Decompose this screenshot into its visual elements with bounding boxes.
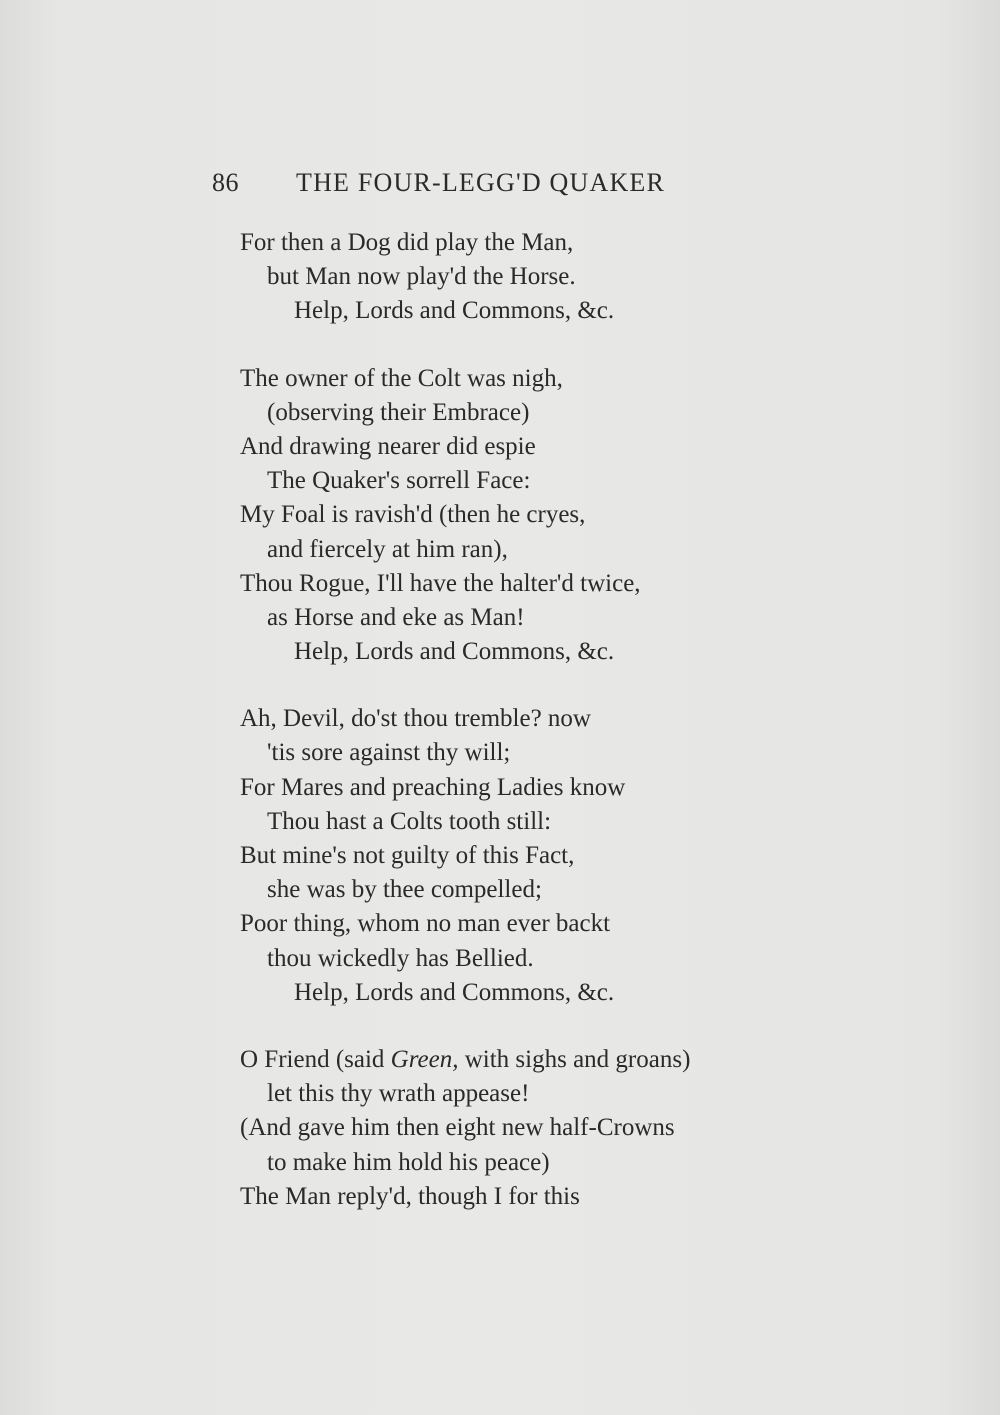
verse-line: 'tis sore against thy will; [267,739,511,767]
verse-line: (observing their Embrace) [267,398,530,426]
verse-line: and fiercely at him ran), [267,535,508,563]
verse-line: My Foal is ravish'd (then he cryes, [240,501,586,529]
verse-fragment: O Friend (said [240,1045,391,1073]
verse-fragment: with sighs and groans) [458,1045,691,1073]
verse-line: to make him hold his peace) [267,1148,550,1176]
verse-line: But mine's not guilty of this Fact, [240,842,575,869]
poem-body [240,226,800,1247]
stanza [240,226,800,329]
verse-line: Thou Rogue, I'll have the halter'd twice, [240,569,641,597]
verse-line: For Mares and preaching Ladies know [240,773,626,801]
verse-line: For then a Dog did play the Man, [240,229,574,256]
verse-line: Ah, Devil, do'st thou tremble? now [240,705,591,733]
verse-line: The Quaker's sorrell Face: [267,467,531,495]
stanza [240,362,800,670]
stanza [240,702,800,1010]
verse-line: thou wickedly has Bellied. [267,944,534,972]
verse-line: she was by thee compelled; [267,876,542,904]
verse-line: but Man now play'd the Horse. [267,263,576,291]
italic-name: Green, [390,1045,459,1073]
verse-line: The owner of the Colt was nigh, [240,364,563,392]
verse-line: let this thy wrath appease! [267,1080,530,1108]
verse-line: Poor thing, whom no man ever backt [240,910,611,938]
verse-line: Thou hast a Colts tooth still: [267,807,552,835]
verse-line: as Horse and eke as Man! [267,603,525,631]
page-header [212,168,665,198]
verse-line: Help, Lords and Commons, &c. [294,638,615,666]
verse-line: The Man reply'd, though I for this [240,1182,580,1210]
verse-line: Help, Lords and Commons, &c. [294,297,615,325]
page-number: 86 [212,168,239,197]
running-title: THE FOUR-LEGG'D QUAKER [296,168,666,197]
verse-line: Help, Lords and Commons, &c. [294,978,615,1006]
stanza [240,1043,800,1214]
verse-line [240,1043,800,1077]
verse-line: And drawing nearer did espie [240,432,536,460]
verse-line: (And gave him then eight new half-Crowns [240,1114,675,1142]
